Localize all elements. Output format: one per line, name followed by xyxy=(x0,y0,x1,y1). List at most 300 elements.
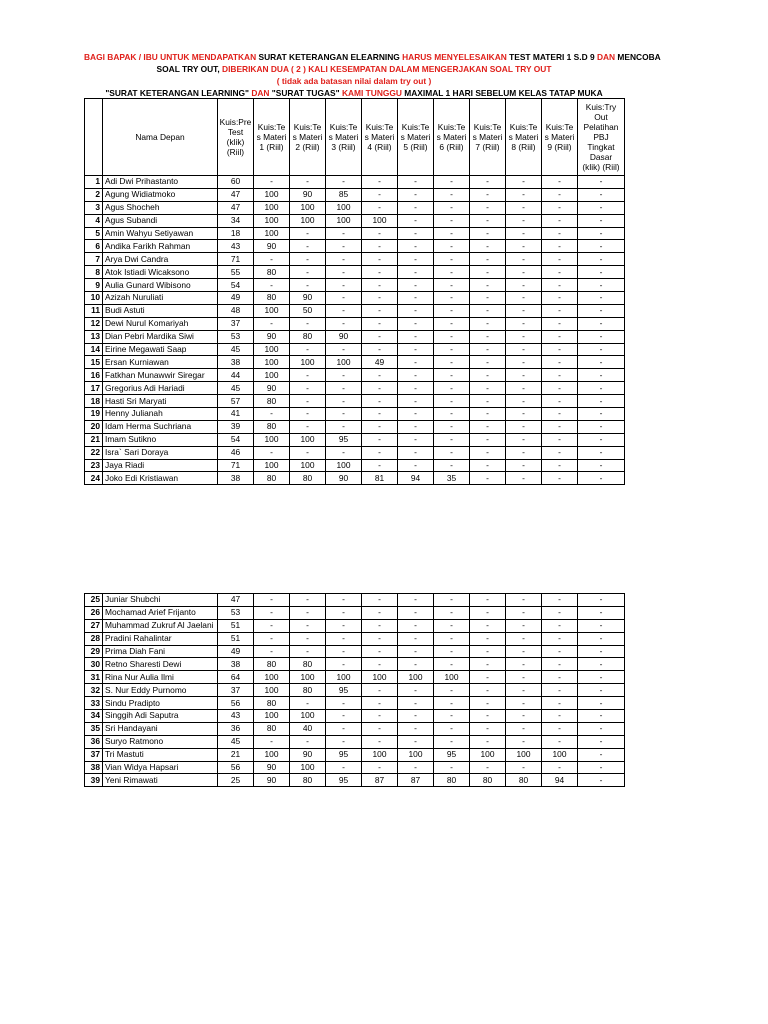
score-cell: - xyxy=(506,253,542,266)
score-cell: 90 xyxy=(254,382,290,395)
table-row xyxy=(85,304,625,317)
participant-name: Vian Widya Hapsari xyxy=(103,761,218,774)
notice-text-segment: SOAL TRY OUT, xyxy=(156,64,223,74)
participant-name: Amin Wahyu Setiyawan xyxy=(103,227,218,240)
score-cell: - xyxy=(398,330,434,343)
score-cell: 80 xyxy=(254,722,290,735)
score-cell: - xyxy=(398,658,434,671)
score-cell: 54 xyxy=(218,279,254,292)
score-cell: - xyxy=(398,722,434,735)
score-cell: - xyxy=(506,395,542,408)
score-cell: - xyxy=(398,697,434,710)
score-cell: 94 xyxy=(542,774,578,787)
score-cell: - xyxy=(326,722,362,735)
score-cell: - xyxy=(470,266,506,279)
column-header-score: Kuis:Pre Test (klik) (Riil) xyxy=(218,99,254,176)
row-number: 24 xyxy=(85,472,103,485)
participant-name: Imam Sutikno xyxy=(103,433,218,446)
score-cell: - xyxy=(326,446,362,459)
score-cell: - xyxy=(578,446,625,459)
score-cell: - xyxy=(326,395,362,408)
participant-name: Muhammad Zukruf Al Jaelani xyxy=(103,619,218,632)
score-cell: - xyxy=(398,356,434,369)
column-header-score: Kuis:Te s Materi 4 (Riil) xyxy=(362,99,398,176)
score-cell: - xyxy=(290,606,326,619)
score-cell: - xyxy=(506,671,542,684)
score-cell: - xyxy=(290,382,326,395)
score-cell: - xyxy=(578,594,625,607)
table-row xyxy=(85,279,625,292)
score-cell: - xyxy=(398,214,434,227)
score-cell: - xyxy=(470,279,506,292)
score-cell: 100 xyxy=(290,356,326,369)
score-cell: - xyxy=(470,330,506,343)
score-cell: - xyxy=(542,433,578,446)
score-cell: - xyxy=(434,658,470,671)
score-cell: - xyxy=(542,459,578,472)
score-cell: - xyxy=(362,279,398,292)
participant-name: Tri Mastuti xyxy=(103,748,218,761)
score-cell: - xyxy=(470,304,506,317)
score-cell: 46 xyxy=(218,446,254,459)
score-cell: - xyxy=(578,176,625,189)
table-row xyxy=(85,710,625,723)
score-cell: 35 xyxy=(434,472,470,485)
table-row xyxy=(85,317,625,330)
score-cell: 100 xyxy=(254,201,290,214)
score-cell: - xyxy=(470,658,506,671)
score-cell: - xyxy=(470,671,506,684)
score-cell: 80 xyxy=(254,266,290,279)
score-cell: - xyxy=(542,632,578,645)
score-cell: 34 xyxy=(218,214,254,227)
score-cell: - xyxy=(578,266,625,279)
score-cell: - xyxy=(542,201,578,214)
score-cell: - xyxy=(578,459,625,472)
score-cell: - xyxy=(542,619,578,632)
score-cell: - xyxy=(578,761,625,774)
table-row xyxy=(85,748,625,761)
participant-name: Juniar Shubchi xyxy=(103,594,218,607)
notice-line-2 xyxy=(84,64,624,75)
score-cell: - xyxy=(434,201,470,214)
score-cell: 51 xyxy=(218,632,254,645)
score-cell: - xyxy=(470,632,506,645)
column-header-no xyxy=(85,99,103,176)
participant-name: Gregorius Adi Hariadi xyxy=(103,382,218,395)
column-header-score: Kuis:Te s Materi 2 (Riil) xyxy=(290,99,326,176)
participant-name: Agung Widiatmoko xyxy=(103,188,218,201)
table-row xyxy=(85,594,625,607)
score-cell: - xyxy=(506,176,542,189)
score-cell: - xyxy=(578,774,625,787)
notice-text-segment: "SURAT TUGAS" xyxy=(271,88,342,98)
column-header-score: Kuis:Te s Materi 6 (Riil) xyxy=(434,99,470,176)
participant-name: Pradini Rahalintar xyxy=(103,632,218,645)
table-row xyxy=(85,459,625,472)
score-cell: - xyxy=(506,619,542,632)
table-row xyxy=(85,266,625,279)
score-cell: - xyxy=(434,697,470,710)
score-cell: - xyxy=(578,214,625,227)
score-cell: - xyxy=(290,645,326,658)
score-cell: - xyxy=(362,188,398,201)
score-cell: 100 xyxy=(506,748,542,761)
score-cell: 37 xyxy=(218,684,254,697)
column-header-score: Kuis:Te s Materi 7 (Riil) xyxy=(470,99,506,176)
score-cell: - xyxy=(290,619,326,632)
score-cell: - xyxy=(506,343,542,356)
row-number: 30 xyxy=(85,658,103,671)
row-number: 17 xyxy=(85,382,103,395)
score-cell: - xyxy=(398,761,434,774)
score-cell: - xyxy=(362,722,398,735)
table-row xyxy=(85,214,625,227)
score-cell: - xyxy=(542,594,578,607)
score-cell: - xyxy=(362,369,398,382)
score-cell: 56 xyxy=(218,761,254,774)
table-row xyxy=(85,408,625,421)
score-cell: - xyxy=(398,292,434,305)
score-cell: - xyxy=(578,710,625,723)
row-number: 20 xyxy=(85,420,103,433)
score-cell: - xyxy=(542,395,578,408)
column-header-score: Kuis:Try Out Pelatihan PBJ Tingkat Dasar (klik) (Riil) xyxy=(578,99,625,176)
score-cell: - xyxy=(362,619,398,632)
score-cell: - xyxy=(506,317,542,330)
score-cell: - xyxy=(362,317,398,330)
score-cell: - xyxy=(542,227,578,240)
table-row xyxy=(85,722,625,735)
score-cell: - xyxy=(362,697,398,710)
participant-name: Isra` Sari Doraya xyxy=(103,446,218,459)
row-number: 11 xyxy=(85,304,103,317)
table-row xyxy=(85,774,625,787)
row-number: 23 xyxy=(85,459,103,472)
score-cell: - xyxy=(326,632,362,645)
score-cell: - xyxy=(362,645,398,658)
score-cell: - xyxy=(506,697,542,710)
score-cell: - xyxy=(434,761,470,774)
row-number: 28 xyxy=(85,632,103,645)
score-cell: - xyxy=(578,632,625,645)
score-cell: 56 xyxy=(218,697,254,710)
score-cell: 38 xyxy=(218,472,254,485)
score-cell: - xyxy=(470,594,506,607)
table-row xyxy=(85,395,625,408)
row-number: 33 xyxy=(85,697,103,710)
row-number: 9 xyxy=(85,279,103,292)
score-cell: - xyxy=(542,446,578,459)
score-cell: - xyxy=(398,446,434,459)
score-cell: - xyxy=(542,382,578,395)
score-cell: - xyxy=(506,632,542,645)
score-cell: - xyxy=(254,645,290,658)
score-cell: - xyxy=(578,201,625,214)
row-number: 31 xyxy=(85,671,103,684)
score-cell: - xyxy=(434,330,470,343)
score-cell: - xyxy=(542,658,578,671)
score-cell: - xyxy=(326,420,362,433)
score-cell: - xyxy=(470,433,506,446)
table-row xyxy=(85,176,625,189)
score-cell: - xyxy=(434,433,470,446)
score-cell: 25 xyxy=(218,774,254,787)
score-cell: - xyxy=(398,645,434,658)
score-cell: 90 xyxy=(254,761,290,774)
score-cell: - xyxy=(578,356,625,369)
score-cell: 41 xyxy=(218,408,254,421)
score-cell: - xyxy=(326,266,362,279)
grades-table-part-2 xyxy=(84,593,625,787)
table-row xyxy=(85,433,625,446)
score-cell: 100 xyxy=(290,201,326,214)
score-cell: 55 xyxy=(218,266,254,279)
score-cell: - xyxy=(434,446,470,459)
score-cell: - xyxy=(470,408,506,421)
score-cell: 100 xyxy=(254,227,290,240)
row-number: 15 xyxy=(85,356,103,369)
score-cell: - xyxy=(434,214,470,227)
score-cell: - xyxy=(362,330,398,343)
score-cell: - xyxy=(398,433,434,446)
score-cell: - xyxy=(578,645,625,658)
score-cell: 45 xyxy=(218,735,254,748)
score-cell: 100 xyxy=(362,214,398,227)
score-cell: - xyxy=(362,632,398,645)
score-cell: - xyxy=(362,446,398,459)
score-cell: - xyxy=(434,594,470,607)
score-cell: 100 xyxy=(290,710,326,723)
score-cell: - xyxy=(362,292,398,305)
score-cell: - xyxy=(578,671,625,684)
score-cell: - xyxy=(470,369,506,382)
score-cell: - xyxy=(434,382,470,395)
table-row xyxy=(85,201,625,214)
score-cell: - xyxy=(506,188,542,201)
score-cell: - xyxy=(434,408,470,421)
score-cell: - xyxy=(506,761,542,774)
table-row xyxy=(85,369,625,382)
score-cell: 80 xyxy=(290,472,326,485)
table-row xyxy=(85,227,625,240)
score-cell: - xyxy=(362,408,398,421)
participant-name: Atok Istiadi Wicaksono xyxy=(103,266,218,279)
score-cell: 80 xyxy=(254,658,290,671)
column-header-score: Kuis:Te s Materi 5 (Riil) xyxy=(398,99,434,176)
score-cell: - xyxy=(470,472,506,485)
participant-name: Arya Dwi Candra xyxy=(103,253,218,266)
score-cell: - xyxy=(434,632,470,645)
score-cell: - xyxy=(398,304,434,317)
participant-name: Agus Shocheh xyxy=(103,201,218,214)
score-cell: - xyxy=(290,735,326,748)
score-cell: - xyxy=(326,304,362,317)
score-cell: 49 xyxy=(218,292,254,305)
score-cell: - xyxy=(506,433,542,446)
score-cell: - xyxy=(542,722,578,735)
score-cell: - xyxy=(362,710,398,723)
score-cell: - xyxy=(362,420,398,433)
score-cell: - xyxy=(254,253,290,266)
score-cell: 90 xyxy=(290,188,326,201)
score-cell: - xyxy=(362,606,398,619)
score-cell: - xyxy=(290,343,326,356)
score-cell: - xyxy=(470,188,506,201)
score-cell: - xyxy=(290,632,326,645)
score-cell: - xyxy=(434,459,470,472)
score-cell: - xyxy=(326,594,362,607)
score-cell: - xyxy=(362,658,398,671)
score-cell: - xyxy=(542,671,578,684)
row-number: 8 xyxy=(85,266,103,279)
score-cell: 80 xyxy=(290,658,326,671)
score-cell: - xyxy=(362,227,398,240)
score-cell: - xyxy=(470,176,506,189)
score-cell: - xyxy=(398,240,434,253)
score-cell: - xyxy=(542,330,578,343)
score-cell: 18 xyxy=(218,227,254,240)
participant-name: Henny Julianah xyxy=(103,408,218,421)
notice-text-segment: BAGI BAPAK / IBU UNTUK MENDAPATKAN xyxy=(84,52,259,62)
score-cell: - xyxy=(434,253,470,266)
row-number: 25 xyxy=(85,594,103,607)
score-cell: - xyxy=(470,697,506,710)
score-cell: - xyxy=(470,240,506,253)
score-cell: - xyxy=(578,240,625,253)
table-row xyxy=(85,188,625,201)
score-cell: - xyxy=(542,420,578,433)
score-cell: - xyxy=(326,697,362,710)
score-cell: 100 xyxy=(290,459,326,472)
score-cell: - xyxy=(434,176,470,189)
score-cell: - xyxy=(506,446,542,459)
score-cell: 94 xyxy=(398,472,434,485)
score-cell: - xyxy=(434,395,470,408)
score-cell: 80 xyxy=(254,292,290,305)
row-number: 7 xyxy=(85,253,103,266)
table-row xyxy=(85,240,625,253)
score-cell: - xyxy=(542,317,578,330)
score-cell: - xyxy=(470,459,506,472)
score-cell: - xyxy=(542,279,578,292)
score-cell: 43 xyxy=(218,710,254,723)
score-cell: - xyxy=(542,369,578,382)
score-cell: 71 xyxy=(218,253,254,266)
score-cell: - xyxy=(470,619,506,632)
score-cell: - xyxy=(578,369,625,382)
score-cell: 80 xyxy=(254,420,290,433)
score-cell: - xyxy=(542,472,578,485)
score-cell: 100 xyxy=(326,671,362,684)
score-cell: 90 xyxy=(254,330,290,343)
column-header-score: Kuis:Te s Materi 3 (Riil) xyxy=(326,99,362,176)
score-cell: - xyxy=(470,735,506,748)
score-cell: - xyxy=(326,408,362,421)
score-cell: - xyxy=(326,710,362,723)
score-cell: - xyxy=(578,472,625,485)
row-number: 39 xyxy=(85,774,103,787)
score-cell: - xyxy=(470,227,506,240)
score-cell: 80 xyxy=(290,330,326,343)
score-cell: - xyxy=(578,330,625,343)
score-cell: - xyxy=(362,266,398,279)
score-cell: - xyxy=(506,472,542,485)
score-cell: - xyxy=(326,227,362,240)
row-number: 38 xyxy=(85,761,103,774)
score-cell: 100 xyxy=(290,214,326,227)
score-cell: 100 xyxy=(326,214,362,227)
score-cell: 47 xyxy=(218,188,254,201)
score-cell: - xyxy=(578,304,625,317)
table-row xyxy=(85,472,625,485)
score-cell: - xyxy=(326,240,362,253)
row-number: 14 xyxy=(85,343,103,356)
notice-text-segment: DAN xyxy=(596,52,618,62)
score-cell: 87 xyxy=(362,774,398,787)
participant-name: Suryo Ratmono xyxy=(103,735,218,748)
score-cell: - xyxy=(326,735,362,748)
column-header-score: Kuis:Te s Materi 9 (Riil) xyxy=(542,99,578,176)
score-cell: - xyxy=(578,408,625,421)
score-cell: - xyxy=(506,420,542,433)
score-cell: - xyxy=(326,619,362,632)
row-number: 19 xyxy=(85,408,103,421)
score-cell: 38 xyxy=(218,356,254,369)
score-cell: 100 xyxy=(254,356,290,369)
score-cell: - xyxy=(542,266,578,279)
notice-text-segment: TEST MATERI 1 S.D 9 xyxy=(509,52,597,62)
score-cell: - xyxy=(506,594,542,607)
score-cell: - xyxy=(542,356,578,369)
score-cell: - xyxy=(326,317,362,330)
notice-text-segment: MAXIMAL 1 HARI SEBELUM KELAS TATAP MUKA xyxy=(404,88,603,98)
score-cell: 39 xyxy=(218,420,254,433)
score-cell: - xyxy=(362,304,398,317)
table-row xyxy=(85,697,625,710)
grades-table-part-1 xyxy=(84,98,625,485)
score-cell: - xyxy=(578,748,625,761)
table-row xyxy=(85,735,625,748)
row-number: 1 xyxy=(85,176,103,189)
score-cell: - xyxy=(470,214,506,227)
score-cell: - xyxy=(434,343,470,356)
score-cell: - xyxy=(542,188,578,201)
score-cell: 80 xyxy=(254,395,290,408)
score-cell: - xyxy=(398,710,434,723)
score-cell: 64 xyxy=(218,671,254,684)
score-cell: - xyxy=(506,684,542,697)
score-cell: - xyxy=(542,253,578,266)
score-cell: - xyxy=(290,369,326,382)
table-row xyxy=(85,645,625,658)
score-cell: - xyxy=(290,240,326,253)
score-cell: - xyxy=(578,292,625,305)
score-cell: 45 xyxy=(218,343,254,356)
score-cell: - xyxy=(254,279,290,292)
score-cell: 43 xyxy=(218,240,254,253)
score-cell: 100 xyxy=(254,748,290,761)
score-cell: 44 xyxy=(218,369,254,382)
score-cell: - xyxy=(434,684,470,697)
score-cell: - xyxy=(326,279,362,292)
score-cell: - xyxy=(326,761,362,774)
score-cell: - xyxy=(578,188,625,201)
score-cell: - xyxy=(506,201,542,214)
score-cell: - xyxy=(434,317,470,330)
participant-name: Dian Pebri Mardika Siwi xyxy=(103,330,218,343)
score-cell: - xyxy=(506,645,542,658)
